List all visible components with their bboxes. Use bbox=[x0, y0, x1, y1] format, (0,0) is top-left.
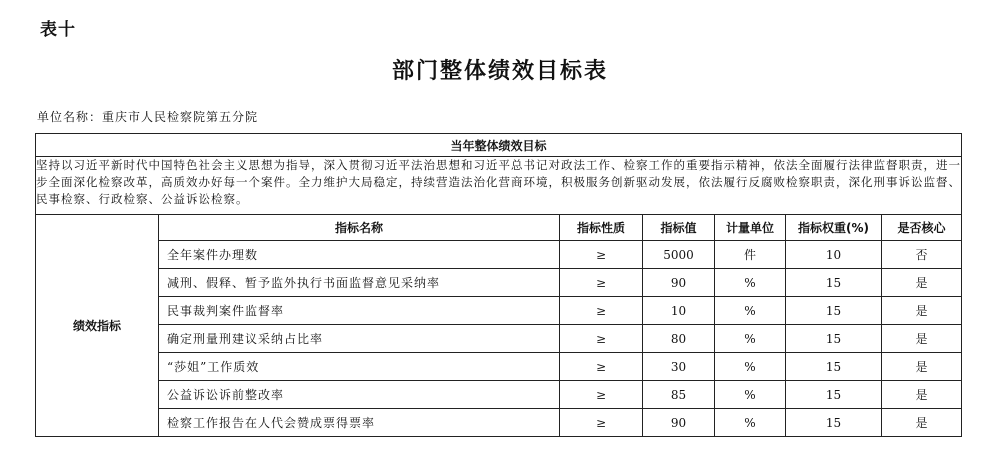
table-row bbox=[36, 381, 962, 409]
page-title: 部门整体绩效目标表 bbox=[391, 59, 608, 84]
indicator-weight: 15 bbox=[786, 381, 882, 409]
indicator-nature: ≥ bbox=[560, 353, 643, 381]
goal-header-row bbox=[36, 134, 962, 157]
column-header-core: 是否核心 bbox=[882, 215, 962, 241]
column-header-value: 指标值 bbox=[643, 215, 715, 241]
indicator-unit: % bbox=[715, 297, 786, 325]
indicator-core: 是 bbox=[882, 269, 962, 297]
indicator-group-label: 绩效指标 bbox=[36, 215, 159, 437]
indicator-value: 10 bbox=[643, 297, 715, 325]
indicator-unit: % bbox=[715, 325, 786, 353]
column-header-nature: 指标性质 bbox=[560, 215, 643, 241]
indicator-weight: 10 bbox=[786, 241, 882, 269]
indicator-unit: % bbox=[715, 381, 786, 409]
table-row bbox=[36, 353, 962, 381]
indicator-value: 85 bbox=[643, 381, 715, 409]
indicator-name: 确定刑量刑建议采纳占比率 bbox=[159, 325, 560, 353]
indicator-core: 是 bbox=[882, 409, 962, 437]
indicator-unit: % bbox=[715, 409, 786, 437]
goal-description: 坚持以习近平新时代中国特色社会主义思想为指导，深入贯彻习近平法治思想和习近平总书记对政法工作、检察工作的重要指示精神，依法全面履行法律监督职责，进一步全面深化检察改革，高质效办好每一个案件。全力维护大局稳定，持续营造法治化营商环境，积极服务创新驱动发展，依法履行反腐败检察职责，深化刑事诉讼监督、民事检察、行政检察、公益诉讼检察。 bbox=[36, 157, 962, 215]
table-row bbox=[36, 325, 962, 353]
indicator-name: 公益诉讼诉前整改率 bbox=[159, 381, 560, 409]
indicator-weight: 15 bbox=[786, 297, 882, 325]
indicator-value: 90 bbox=[643, 269, 715, 297]
indicator-weight: 15 bbox=[786, 269, 882, 297]
indicator-weight: 15 bbox=[786, 325, 882, 353]
performance-goal-table bbox=[35, 133, 962, 437]
indicator-column-header-row bbox=[36, 215, 962, 241]
column-header-weight: 指标权重(%) bbox=[786, 215, 882, 241]
goal-header-cell: 当年整体绩效目标 bbox=[36, 134, 962, 157]
indicator-nature: ≥ bbox=[560, 297, 643, 325]
indicator-core: 是 bbox=[882, 353, 962, 381]
indicator-weight: 15 bbox=[786, 409, 882, 437]
indicator-value: 5000 bbox=[643, 241, 715, 269]
indicator-name: 检察工作报告在人代会赞成票得票率 bbox=[159, 409, 560, 437]
goal-text-row bbox=[36, 157, 962, 215]
indicator-unit: % bbox=[715, 353, 786, 381]
table-row bbox=[36, 297, 962, 325]
unit-name-line: 单位名称：重庆市人民检察院第五分院 bbox=[37, 110, 259, 124]
column-header-unit: 计量单位 bbox=[715, 215, 786, 241]
table-row bbox=[36, 409, 962, 437]
indicator-unit: % bbox=[715, 269, 786, 297]
indicator-nature: ≥ bbox=[560, 409, 643, 437]
table-number-label: 表十 bbox=[40, 20, 76, 40]
table-row bbox=[36, 241, 962, 269]
indicator-name: 全年案件办理数 bbox=[159, 241, 560, 269]
indicator-value: 90 bbox=[643, 409, 715, 437]
indicator-value: 80 bbox=[643, 325, 715, 353]
indicator-nature: ≥ bbox=[560, 241, 643, 269]
table-row bbox=[36, 269, 962, 297]
indicator-nature: ≥ bbox=[560, 325, 643, 353]
indicator-unit: 件 bbox=[715, 241, 786, 269]
indicator-core: 是 bbox=[882, 381, 962, 409]
indicator-core: 是 bbox=[882, 325, 962, 353]
indicator-name: 民事裁判案件监督率 bbox=[159, 297, 560, 325]
column-header-name: 指标名称 bbox=[159, 215, 560, 241]
indicator-name: 减刑、假释、暂予监外执行书面监督意见采纳率 bbox=[159, 269, 560, 297]
indicator-nature: ≥ bbox=[560, 381, 643, 409]
indicator-core: 否 bbox=[882, 241, 962, 269]
indicator-weight: 15 bbox=[786, 353, 882, 381]
indicator-value: 30 bbox=[643, 353, 715, 381]
indicator-core: 是 bbox=[882, 297, 962, 325]
indicator-nature: ≥ bbox=[560, 269, 643, 297]
indicator-name: “莎姐”工作质效 bbox=[159, 353, 560, 381]
